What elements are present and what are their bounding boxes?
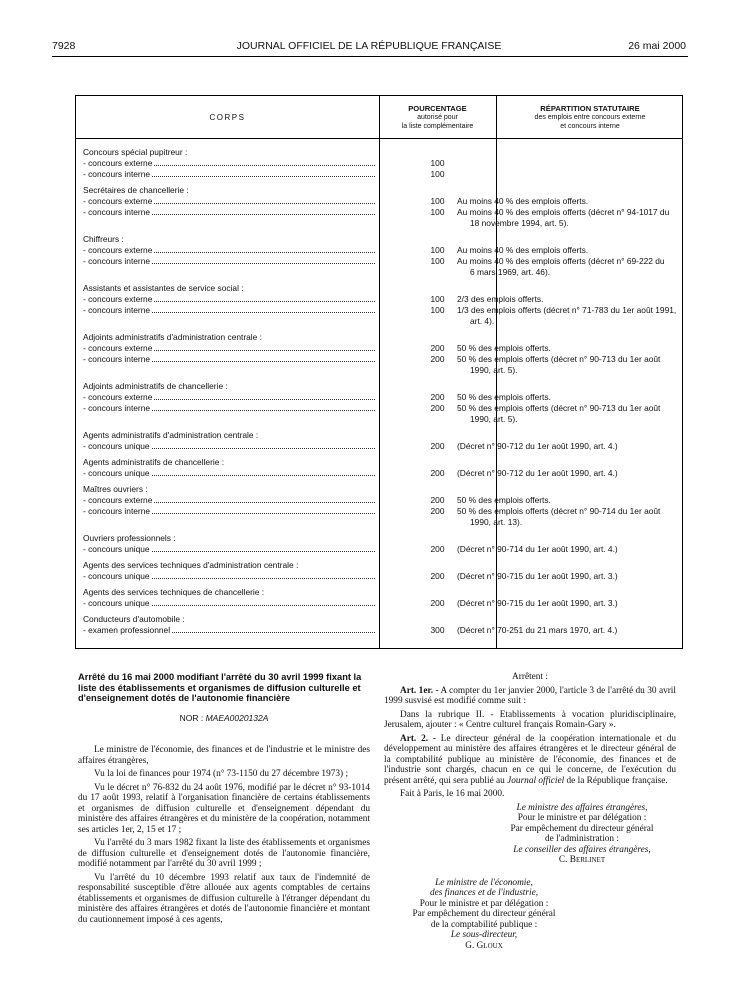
corps-cell: - concours unique	[83, 598, 375, 608]
nor-reference: NOR : MAEA0020132A	[179, 712, 269, 723]
fait-date: Fait à Paris, le 16 mai 2000.	[400, 789, 505, 799]
paragraph: Vu la loi de finances pour 1974 (n° 73-1150 du 27 décembre 1973) ;	[94, 769, 349, 779]
corps-cell: - concours unique	[83, 441, 375, 451]
arretent-heading: Arrêtent :	[512, 672, 548, 682]
corps-cell: - concours externe	[83, 196, 375, 206]
table-row	[76, 305, 682, 326]
corps-cell: - concours interne	[83, 354, 375, 364]
paragraph: Vu l'arrêté du 3 mars 1982 fixant la liste des établissements et organismes de diffusion culturelle et d'enseignement dotés de l'autonomie financière, modifié notamment par l'arrêté du 30 avril 1999 ;	[78, 838, 370, 869]
header-divider	[76, 138, 682, 139]
pourcentage-cell: 200	[430, 495, 445, 505]
table-row	[76, 294, 682, 305]
table-row	[76, 196, 682, 207]
table-row	[76, 441, 682, 452]
pourcentage-cell: 100	[430, 294, 445, 304]
table-group-row	[76, 381, 682, 392]
corps-cell: Adjoints administratifs d'administration centrale :	[83, 332, 262, 342]
signature-block-2: Le ministre de l'économie, des finances et de l'industrie, Pour le ministre et par délégation : Par empêchement du directeur général de la comptabilité publique : Le sous-directeur, G. Gloux	[384, 878, 584, 952]
pourcentage-cell: 200	[430, 468, 445, 478]
signatory-name: C. Berlinet	[558, 855, 606, 865]
pourcentage-cell: 100	[430, 245, 445, 255]
pourcentage-cell: 100	[430, 169, 445, 179]
page-number: 7928	[52, 40, 76, 52]
corps-cell: - concours externe	[83, 158, 375, 168]
table-group-row	[76, 587, 682, 598]
pourcentage-cell: 200	[430, 506, 445, 516]
pourcentage-cell: 300	[430, 625, 445, 635]
pourcentage-cell: 200	[430, 354, 445, 364]
article-2-label: Art. 2. -	[400, 733, 436, 744]
table-row	[76, 544, 682, 555]
corps-cell: - concours externe	[83, 245, 375, 255]
pourcentage-cell: 200	[430, 598, 445, 608]
corps-cell: Agents des services techniques de chancellerie :	[83, 587, 265, 597]
column-header-pourcentage: POURCENTAGE autorisé pour la liste complémentaire	[401, 103, 474, 130]
article-1: Art. 1er. - A compter du 1er janvier 2000, l'article 3 de l'arrêté du 30 avril 1999 susvisé est modifié comme suit :	[384, 685, 676, 706]
table-group-row	[76, 283, 682, 294]
repartition-cell: Au moins 40 % des emplois offerts.	[457, 196, 589, 206]
pourcentage-cell: 200	[430, 392, 445, 402]
table-row	[76, 256, 682, 277]
paragraph: Le ministre de l'économie, des finances et de l'industrie et le ministre des affaires étrangères,	[78, 745, 370, 766]
table-row	[76, 495, 682, 506]
corps-cell: - concours externe	[83, 343, 375, 353]
corps-cell: - concours externe	[83, 495, 375, 505]
signature-block-1: Le ministre des affaires étrangères, Pour le ministre et par délégation : Par empêchement du directeur général de l'administration : Le conseiller des affaires étrangères, C. Berlinet	[488, 803, 676, 866]
repartition-cell: (Décret n° 90-715 du 1er août 1990, art. 3.)	[457, 571, 618, 581]
table-row	[76, 169, 682, 180]
corps-cell: Agents des services techniques d'administration centrale :	[83, 560, 299, 570]
repartition-cell: (Décret n° 70-251 du 21 mars 1970, art. 4.)	[457, 625, 618, 635]
table-row	[76, 506, 682, 527]
table-group-row	[76, 533, 682, 544]
journal-title: JOURNAL OFFICIEL DE LA RÉPUBLIQUE FRANÇAISE	[236, 40, 502, 52]
table-group-row	[76, 457, 682, 468]
pourcentage-cell: 200	[430, 571, 445, 581]
repartition-cell: 50 % des emplois offerts.	[457, 343, 551, 353]
repartition-cell: (Décret n° 90-712 du 1er août 1990, art. 4.)	[457, 468, 618, 478]
repartition-cell: (Décret n° 90-715 du 1er août 1990, art. 3.)	[457, 598, 618, 608]
table-row	[76, 571, 682, 582]
repartition-cell: Au moins 40 % des emplois offerts (décret n° 69-222 du 6 mars 1969, art. 46).	[457, 256, 665, 277]
arrete-right-column	[384, 672, 676, 951]
page-header	[52, 40, 686, 54]
corps-cell: - concours interne	[83, 506, 375, 516]
pourcentage-cell: 100	[430, 207, 445, 217]
arrete-left-column	[78, 672, 370, 925]
repartition-cell: 2/3 des emplois offerts.	[457, 294, 544, 304]
pourcentage-cell: 100	[430, 305, 445, 315]
repartition-cell: 50 % des emplois offerts (décret n° 90-713 du 1er août 1990, art. 5).	[457, 354, 661, 375]
table-group-row	[76, 484, 682, 495]
pourcentage-cell: 100	[430, 158, 445, 168]
corps-cell: Secrétaires de chancellerie :	[83, 185, 189, 195]
table-row	[76, 403, 682, 424]
table-group-row	[76, 332, 682, 343]
corps-cell: - concours interne	[83, 305, 375, 315]
table-row	[76, 343, 682, 354]
pourcentage-cell: 200	[430, 544, 445, 554]
corps-cell: Chiffreurs :	[83, 234, 124, 244]
table-row	[76, 598, 682, 609]
pourcentage-cell: 100	[430, 256, 445, 266]
repartition-cell: 50 % des emplois offerts.	[457, 392, 551, 402]
corps-cell: Maîtres ouvriers :	[83, 484, 148, 494]
pourcentage-cell: 200	[430, 343, 445, 353]
paragraph: Vu le décret n° 76-832 du 24 août 1976, modifié par le décret n° 93-1014 du 17 août 1993, relatif à l'organisation financière de certains établissements et organismes de diffusion culturelle et d'enseignement dépendant du ministère des affaires étrangères et du ministère de la coopération, notamment ses articles 1er, 2, 15 et 17 ;	[78, 782, 370, 835]
corps-cell: - concours externe	[83, 392, 375, 402]
table-row	[76, 245, 682, 256]
corps-cell: - concours interne	[83, 207, 375, 217]
issue-date: 26 mai 2000	[628, 40, 686, 52]
corps-cell: - concours externe	[83, 294, 375, 304]
corps-cell: Agents administratifs d'administration centrale :	[83, 430, 259, 440]
table-group-row	[76, 185, 682, 196]
table-group-row	[76, 430, 682, 441]
repartition-cell: 50 % des emplois offerts.	[457, 495, 551, 505]
table-row	[76, 392, 682, 403]
pourcentage-cell: 200	[430, 441, 445, 451]
repartition-cell: (Décret n° 90-712 du 1er août 1990, art. 4.)	[457, 441, 618, 451]
corps-cell: - concours interne	[83, 256, 375, 266]
corps-cell: Conducteurs d'automobile :	[83, 614, 185, 624]
repartition-cell: Au moins 40 % des emplois offerts (décret n° 94-1017 du 18 novembre 1994, art. 5).	[457, 207, 670, 228]
repartition-cell: (Décret n° 90-714 du 1er août 1990, art. 4.)	[457, 544, 618, 554]
corps-cell: - examen professionnel	[83, 625, 375, 635]
table-row	[76, 468, 682, 479]
corps-cell: Assistants et assistantes de service social :	[83, 283, 244, 293]
arrete-title: Arrêté du 16 mai 2000 modifiant l'arrêté du 30 avril 1999 fixant la liste des établissements et organismes de diffusion culturelle et d'enseignement dotés de l'autonomie financière	[78, 672, 362, 703]
article-1-detail: Dans la rubrique II. - Etablissements à vocation pluridisciplinaire, Jerusalem, ajouter : « Centre culturel français Romain-Gary ».	[384, 709, 676, 730]
column-header-corps: CORPS	[209, 112, 246, 122]
pourcentage-cell: 100	[430, 196, 445, 206]
table-group-row	[76, 234, 682, 245]
table-row	[76, 354, 682, 375]
table-group-row	[76, 147, 682, 158]
repartition-cell: 1/3 des emplois offerts (décret n° 71-783 du 1er août 1991, art. 4).	[457, 305, 677, 326]
table-group-row	[76, 614, 682, 625]
corps-cell: Ouvriers professionnels :	[83, 533, 176, 543]
corps-cell: - concours interne	[83, 403, 375, 413]
signatory-name: G. Gloux	[465, 940, 503, 951]
corps-cell: Agents administratifs de chancellerie :	[83, 457, 225, 467]
repartition-cell: 50 % des emplois offerts (décret n° 90-714 du 1er août 1990, art. 13).	[457, 506, 661, 527]
column-header-repartition: RÉPARTITION STATUTAIRE des emplois entre concours externe et concours interne	[534, 103, 646, 130]
table-row	[76, 207, 682, 228]
corps-cell: - concours unique	[83, 544, 375, 554]
article-1-label: Art. 1er. -	[400, 685, 439, 696]
corps-cell: Concours spécial pupitreur :	[83, 147, 188, 157]
corps-cell: - concours unique	[83, 571, 375, 581]
corps-table	[75, 95, 683, 649]
repartition-cell: 50 % des emplois offerts (décret n° 90-713 du 1er août 1990, art. 5).	[457, 403, 661, 424]
corps-cell: - concours interne	[83, 169, 375, 179]
corps-cell: - concours unique	[83, 468, 375, 478]
pourcentage-cell: 200	[430, 403, 445, 413]
corps-cell: Adjoints administratifs de chancellerie :	[83, 381, 228, 391]
table-group-row	[76, 560, 682, 571]
table-row	[76, 158, 682, 169]
header-rule	[52, 56, 688, 57]
paragraph: Vu l'arrêté du 10 décembre 1993 relatif aux taux de l'indemnité de responsabilité susceptible d'être allouée aux agents comptables de certains établissements et organismes de diffusion culturelle à l'étranger dépendant du ministère des affaires étrangères et dotés de l'autonomie financière et montant du cautionnement imposé à ces agents,	[78, 872, 370, 925]
article-2: Art. 2. - Le directeur général de la coopération internationale et du développement au ministère des affaires étrangères et le directeur général de la comptabilité publique au ministère de l'économie, des finances et de l'industrie sont chargés, chacun en ce qui le concerne, de l'exécution du présent arrêté, qui sera publié au Journal officiel de la République française.	[384, 733, 677, 786]
repartition-cell: Au moins 40 % des emplois offerts.	[457, 245, 589, 255]
table-row	[76, 625, 682, 636]
